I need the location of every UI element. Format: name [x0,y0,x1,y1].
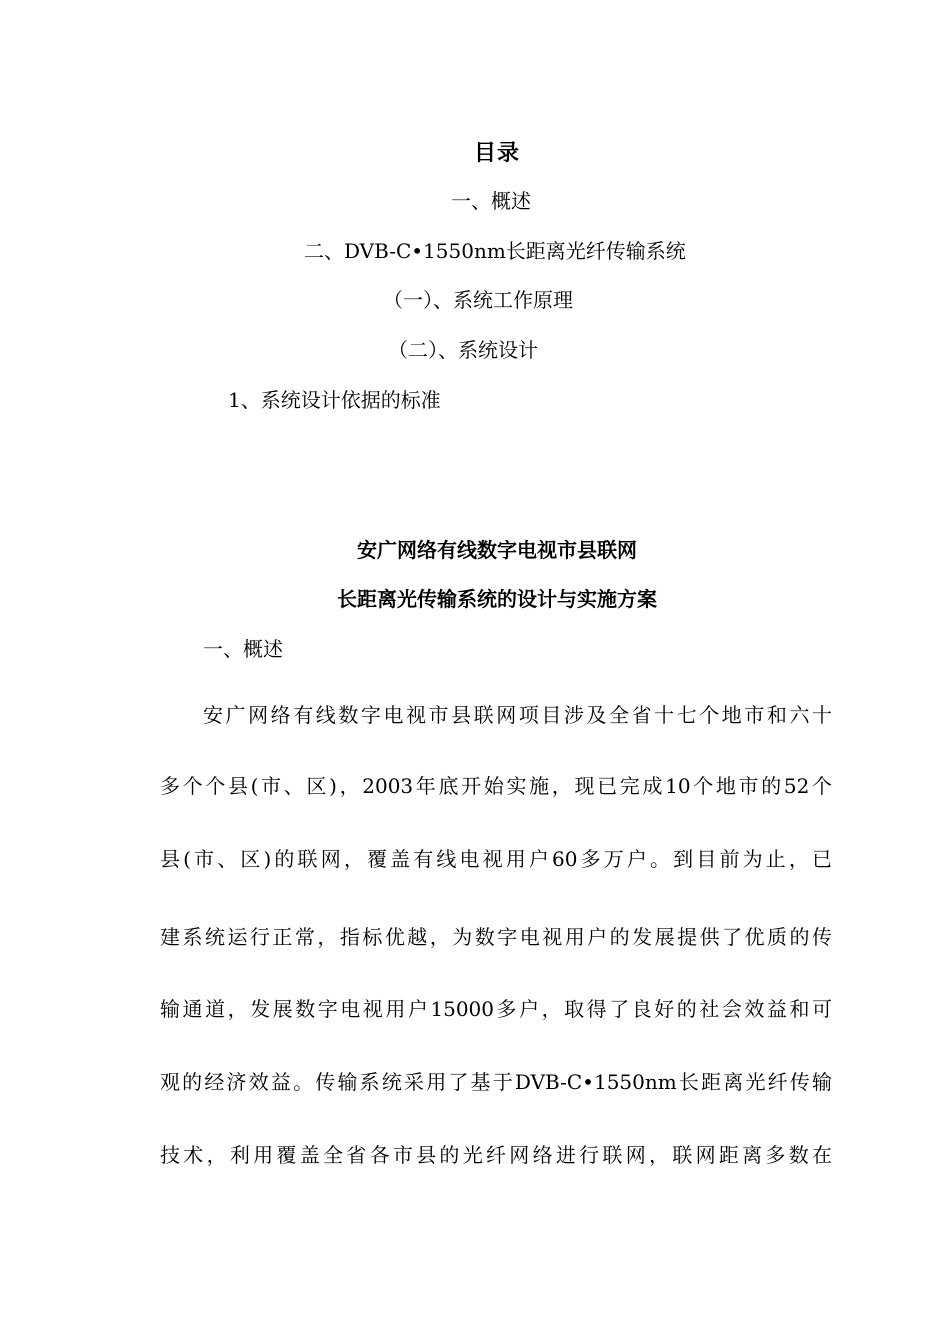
paragraph-line: 技术，利用覆盖全省各市县的光纤网络进行联网，联网距离多数在 [160,1143,832,1167]
document-title-line-2: 长距离光传输系统的设计与实施方案 [337,587,657,611]
toc-item-system-design: （二）、系统设计 [388,338,538,362]
toc-item-design-standards: 1、系统设计依据的标准 [228,388,441,412]
toc-item-transmission-system: 二、DVB-C•1550nm长距离光纤传输系统 [304,239,686,263]
paragraph-line: 县(市、区)的联网，覆盖有线电视用户60多万户。到目前为止，已 [160,847,832,871]
document-title-line-1: 安广网络有线数字电视市县联网 [357,538,637,562]
section-heading-overview: 一、概述 [203,637,283,661]
toc-title: 目录 [473,140,520,166]
toc-item-overview: 一、概述 [451,189,531,213]
paragraph-line: 安广网络有线数字电视市县联网项目涉及全省十七个地市和六十 [203,703,832,727]
paragraph-line: 建系统运行正常，指标优越，为数字电视用户的发展提供了优质的传 [160,925,832,949]
paragraph-line: 多个个县(市、区)，2003年底开始实施，现已完成10个地市的52个 [160,774,832,798]
paragraph-line: 输通道，发展数字电视用户15000多户，取得了良好的社会效益和可 [160,997,832,1021]
paragraph-line: 观的经济效益。传输系统采用了基于DVB-C•1550nm长距离光纤传输 [160,1070,832,1094]
toc-item-working-principle: （一）、系统工作原理 [383,288,573,312]
